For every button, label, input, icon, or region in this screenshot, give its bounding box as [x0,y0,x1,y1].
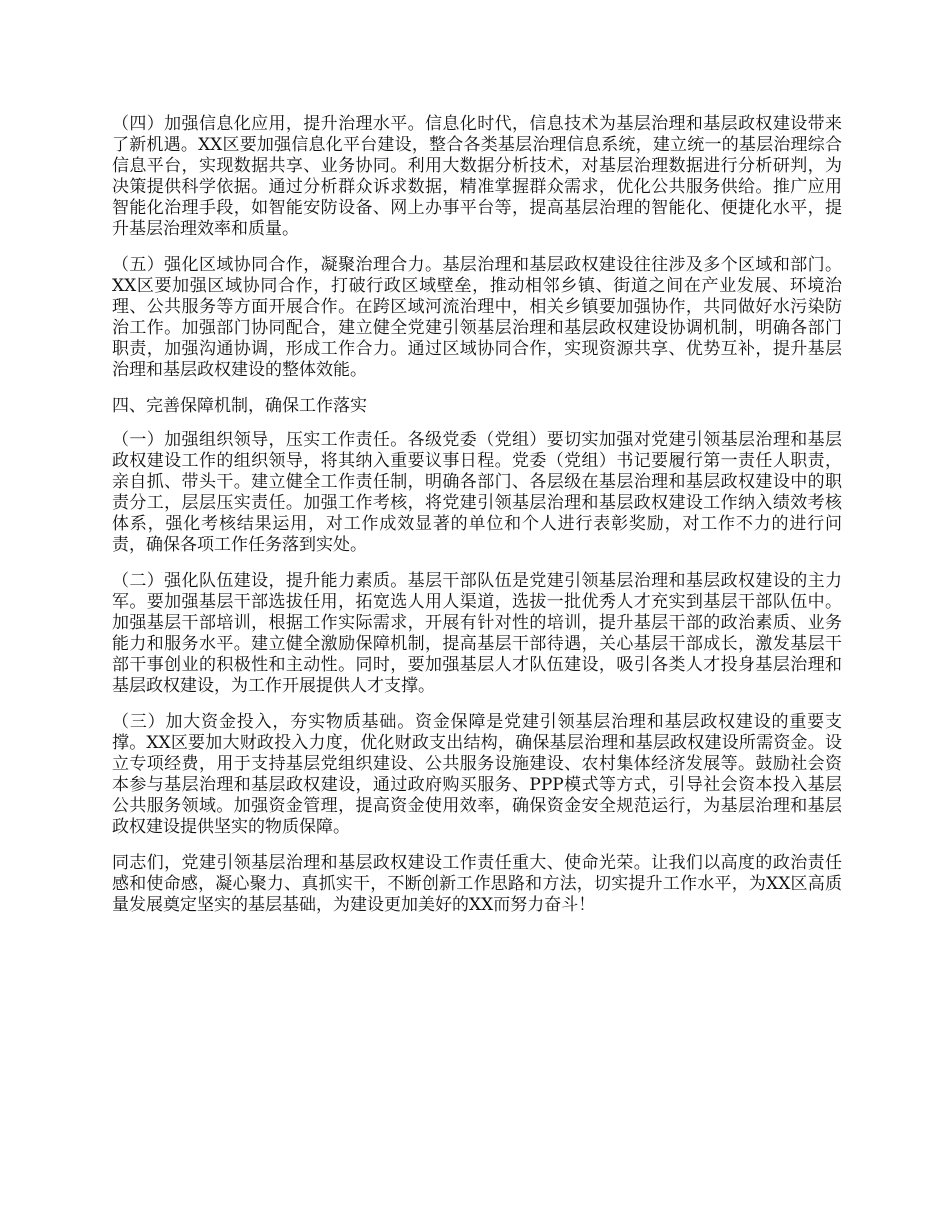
paragraph-organizational-leadership: （一）加强组织领导，压实工作责任。各级党委（党组）要切实加强对党建引领基层治理和基层政权建设工作的组织领导，将其纳入重要议事日程。党委（党组）书记要履行第一责任人职责，亲自抓、带头干。建立健全工作责任制，明确各部门、各层级在基层治理和基层政权建设中的职责分工，层层压实责任。加强工作考核，将党建引领基层治理和基层政权建设工作纳入绩效考核体系，强化考核结果运用，对工作成效显著的单位和个人进行表彰奖励，对工作不力的进行问责，确保各项工作任务落到实处。 [112,430,842,555]
paragraph-closing-remarks: 同志们，党建引领基层治理和基层政权建设工作责任重大、使命光荣。让我们以高度的政治责任感和使命感，凝心聚力、真抓实干，不断创新工作思路和方法，切实提升工作水平，为XX区高质量发展奠定坚实的基层基础，为建设更加美好的XX而努力奋斗！ [112,853,842,915]
paragraph-funding-investment: （三）加大资金投入，夯实物质基础。资金保障是党建引领基层治理和基层政权建设的重要支撑。XX区要加大财政投入力度，优化财政支出结构，确保基层治理和基层政权建设所需资金。设立专项经费，用于支持基层党组织建设、公共服务设施建设、农村集体经济发展等。鼓励社会资本参与基层治理和基层政权建设，通过政府购买服务、PPP模式等方式，引导社会资本投入基层公共服务领域。加强资金管理，提高资金使用效率，确保资金安全规范运行，为基层治理和基层政权建设提供坚实的物质保障。 [112,712,842,837]
paragraph-regional-cooperation: （五）强化区域协同合作，凝聚治理合力。基层治理和基层政权建设往往涉及多个区域和部门。XX区要加强区域协同合作，打破行政区域壁垒，推动相邻乡镇、街道之间在产业发展、环境治理、公共服务等方面开展合作。在跨区域河流治理中，相关乡镇要加强协作，共同做好水污染防治工作。加强部门协同配合，建立健全党建引领基层治理和基层政权建设协调机制，明确各部门职责，加强沟通协调，形成工作合力。通过区域协同合作，实现资源共享、优势互补，提升基层治理和基层政权建设的整体效能。 [112,255,842,380]
paragraph-informatization: （四）加强信息化应用，提升治理水平。信息化时代，信息技术为基层治理和基层政权建设带来了新机遇。XX区要加强信息化平台建设，整合各类基层治理信息系统，建立统一的基层治理综合信息平台，实现数据共享、业务协同。利用大数据分析技术，对基层治理数据进行分析研判，为决策提供科学依据。通过分析群众诉求数据，精准掌握群众需求，优化公共服务供给。推广应用智能化治理手段，如智能安防设备、网上办事平台等，提高基层治理的智能化、便捷化水平，提升基层治理效率和质量。 [112,114,842,239]
document-body [112,114,842,931]
paragraph-team-building: （二）强化队伍建设，提升能力素质。基层干部队伍是党建引领基层治理和基层政权建设的主力军。要加强基层干部选拔任用，拓宽选人用人渠道，选拔一批优秀人才充实到基层干部队伍中。加强基层干部培训，根据工作实际需求，开展有针对性的培训，提升基层干部的政治素质、业务能力和服务水平。建立健全激励保障机制，提高基层干部待遇，关心基层干部成长，激发基层干部干事创业的积极性和主动性。同时，要加强基层人才队伍建设，吸引各类人才投身基层治理和基层政权建设，为工作开展提供人才支撑。 [112,571,842,696]
section-heading-guarantee-mechanism: 四、完善保障机制，确保工作落实 [112,396,367,416]
